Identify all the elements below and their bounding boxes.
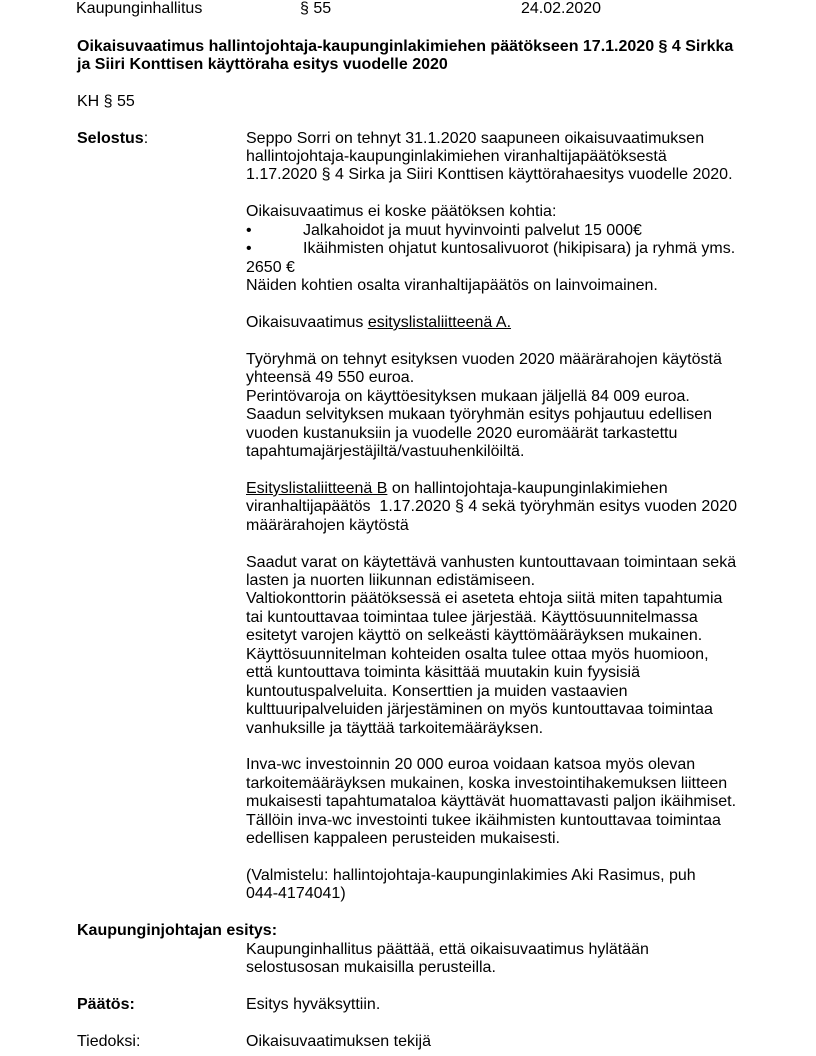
selostus-label-colon: : [143,129,149,147]
paragraph-line: (Valmistelu: hallintojohtaja-kaupunginlakimies Aki Rasimus, puh [246,867,696,884]
attachment-b-rest: on hallintojohtaja-kaupunginlakimiehen [387,479,668,497]
bullet-item [246,240,806,258]
proposal-label: Kaupunginjohtajan esitys: [77,922,278,940]
selostus-paragraph-7 [246,756,806,848]
paragraph-line: Saadun selvityksen mukaan työryhmän esitys pohjautuu edellisen [246,406,713,424]
paragraph-line: Käyttösuunnitelman kohteiden osalta tulee ottaa myös huomioon, [246,645,709,663]
paragraph-line: vuoden kustanuksiin ja vuodelle 2020 euromäärät tarkastettu [246,424,678,442]
paragraph-line: kulttuuripalveluiden järjestäminen on myös kuntouttavaa toimintaa [246,701,713,719]
paragraph-line: tarkoitemääräyksen mukainen, koska investointihakemuksen liitteen [246,774,728,792]
page-header [0,0,816,19]
selostus-paragraph-4 [246,351,806,462]
paragraph-line: Valtiokonttorin päätöksessä ei aseteta ehtoja siitä miten tapahtumia [246,590,723,608]
for-info-label: Tiedoksi: [77,1032,141,1050]
selostus-paragraph-2 [246,203,806,295]
proposal-section [0,922,816,977]
selostus-label [0,130,246,904]
header-date: 24.02.2020 [521,0,602,17]
paragraph-line: Tällöin inva-wc investointi tukee ikäihmisten kuntouttavaa toimintaa [246,811,721,829]
selostus-paragraph-6 [246,554,806,738]
paragraph-line: Inva-wc investoinnin 20 000 euroa voidaan katsoa myös olevan [246,756,696,774]
decision-section [0,996,816,1014]
paragraph-line: edellisen kappaleen perusteiden mukaisesti. [246,830,560,848]
paragraph-line: Näiden kohtien osalta viranhaltijapäätös on lainvoimainen. [246,277,658,294]
bullet-text: Ikäihmisten ohjatut kuntosalivuorot (hikipisara) ja ryhmä yms. [303,240,736,258]
title-line: ja Siiri Konttisen käyttöraha esitys vuodelle 2020 [77,56,448,74]
paragraph-line: kuntoutuspalveluita. Konserttien ja muiden vastaavien [246,682,628,700]
paragraph-line: määrärahojen käytöstä [246,516,409,534]
paragraph-line: 1.17.2020 § 4 Sirka ja Siiri Konttisen käyttörahaesitys vuodelle 2020. [246,166,733,184]
paragraph-line: Saadut varat on käytettävä vanhusten kuntouttavaan toimintaan sekä [246,553,737,571]
paragraph-line: esitetyt varojen käyttö on selkeästi käyttömääräyksen mukainen. [246,627,703,645]
title-line: Oikaisuvaatimus hallintojohtaja-kaupunginlakimiehen päätökseen 17.1.2020 § 4 Sirkka [77,38,734,55]
attachment-b-link[interactable]: Esityslistaliitteenä B [246,479,388,497]
paragraph-line: lasten ja nuorten liikunnan edistämiseen. [246,572,536,589]
bullet-text: Jalkahoidot ja muut hyvinvointi palvelut 15 000€ [303,221,642,239]
paragraph-line [246,314,806,332]
selostus-paragraph-1 [246,130,806,185]
paragraph-line: selostusosan mukaisilla perusteilla. [246,959,496,977]
attachment-prefix: Oikaisuvaatimus [246,313,368,331]
selostus-preparer [246,867,806,904]
paragraph-line [246,480,806,498]
paragraph-line: Työryhmä on tehnyt esityksen vuoden 2020 määrärahojen käytöstä [246,350,722,368]
proposal-content [246,941,816,978]
decision-label: Päätös: [77,996,135,1014]
selostus-content [246,130,806,904]
paragraph-line: mukaisesti tapahtumataloa käyttävät huomattavasti paljon ikäihmiset. [246,793,737,811]
paragraph-line: Seppo Sorri on tehnyt 31.1.2020 saapuneen oikaisuvaatimuksen [246,129,705,147]
bullet-icon: • [246,240,252,258]
header-section-number: § 55 [300,0,332,17]
paragraph-line: 2650 € [246,258,295,276]
paragraph-line: tapahtumajärjestäjiltä/vastuuhenkilöiltä. [246,442,525,460]
bullet-item [246,222,806,240]
for-info-text: Oikaisuvaatimuksen tekijä [246,1032,431,1050]
section-reference: KH § 55 [77,93,135,110]
document-body [0,130,816,1052]
decision-text: Esitys hyväksyttiin. [246,996,381,1014]
spacer [0,978,816,996]
for-info-section [0,1033,816,1051]
paragraph-line: että kuntouttava toiminta käsittää muutakin kuin fyysisiä [246,664,640,682]
selostus-label-text: Selostus [77,129,144,147]
paragraph-line: Kaupunginhallitus päättää, että oikaisuvaatimus hylätään [246,940,649,958]
paragraph-line: viranhaltijapäätös 1.17.2020 § 4 sekä työryhmän esitys vuoden 2020 [246,498,737,516]
paragraph-line: 044-4174041) [246,885,346,903]
spacer [0,904,816,922]
header-organ: Kaupunginhallitus [76,0,203,17]
paragraph-line: Perintövaroja on käyttöesityksen mukaan jäljellä 84 009 euroa. [246,387,690,405]
selostus-paragraph-5 [246,480,806,535]
spacer [0,1015,816,1033]
document-title [77,38,733,75]
attachment-a-link[interactable]: esityslistaliitteenä A. [367,313,512,331]
selostus-section [0,130,816,904]
paragraph-line: Oikaisuvaatimus ei koske päätöksen kohtia: [246,203,557,221]
paragraph-line: tai kuntouttavaa toimintaa tulee järjestää. Käyttösuunnitelmassa [246,608,698,626]
paragraph-line: hallintojohtaja-kaupunginlakimiehen viranhaltijapäätöksestä [246,147,667,165]
paragraph-line: yhteensä 49 550 euroa. [246,369,415,387]
paragraph-line: vanhuksille ja täyttää tarkoitemääräyksen. [246,719,544,737]
selostus-paragraph-3 [246,314,806,332]
bullet-icon: • [246,221,252,239]
